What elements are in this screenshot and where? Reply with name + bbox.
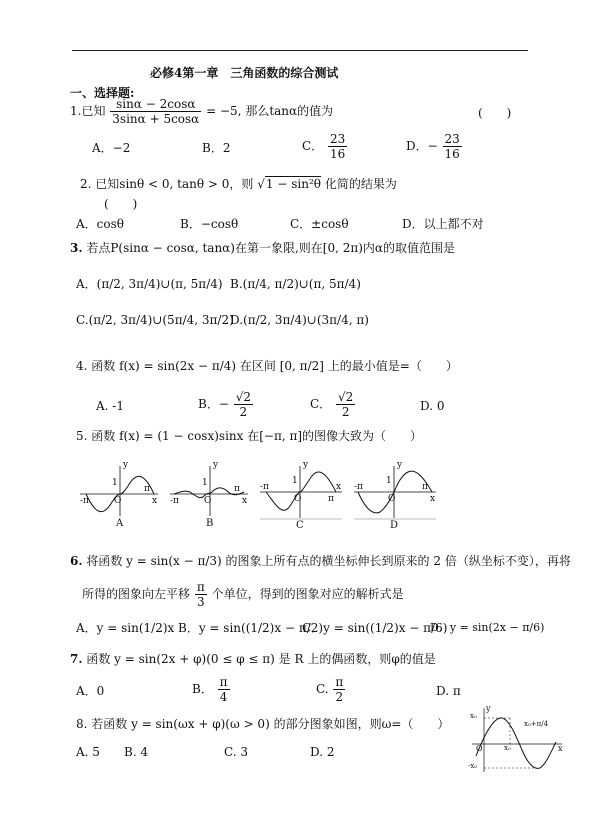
q5-graph-d-right-tick: π (422, 482, 428, 492)
q5-graph-c-plot (258, 462, 344, 520)
q7-option-b-label: B． (192, 682, 213, 696)
q4-option-c-num: √2 (338, 390, 354, 404)
q5-text: 函数 f(x) = (1 − cosx)sinx 在[−π, π]的图像大致为（ ） (91, 429, 423, 443)
q5-graph-a-y-label: y (123, 460, 129, 470)
q2-option-c: C．±cosθ (290, 217, 349, 231)
q5-graph-b-x-label: x (242, 496, 248, 506)
q6-option-d: D．y = sin(2x − π/6) (430, 621, 545, 634)
top-rule (72, 50, 528, 51)
q6-option-a: A．y = sin(1/2)x (76, 621, 175, 635)
q5-graph-d-one: 1 (386, 476, 392, 486)
q7-text: 函数 y = sin(2x + φ)(0 ≤ φ ≤ π) 是 R 上的偶函数，则φ的值是 (86, 652, 436, 666)
question-3 (70, 240, 455, 256)
q1-option-a: A．−2 (92, 141, 131, 155)
q5-graph-a-caption: A (116, 518, 124, 529)
q5-graph-b-origin: O (204, 496, 212, 506)
q5-graph-c-y-label: y (303, 460, 309, 470)
q6-option-b: B．y = sin((1/2)x − π/2) (178, 621, 324, 635)
q1-option-d-den: 16 (444, 147, 460, 161)
question-4 (76, 358, 458, 374)
q7-option-c-fraction (333, 675, 345, 704)
q4-option-b-num: √2 (235, 390, 251, 404)
q5-graph-b-y-label: y (213, 460, 219, 470)
q1-answer-paren: ( ) (478, 106, 512, 120)
q1-fraction-numerator: sinα − 2cosα (110, 97, 201, 112)
q7-number: 7. (70, 652, 83, 666)
q3-option-d: D.(π/2, 3π/4)∪(3π/4, π) (230, 313, 369, 327)
q8-option-d: D. 2 (310, 745, 335, 759)
q2-text-b: 化简的结果为 (324, 177, 397, 191)
q7-option-c-label: C. (316, 682, 329, 696)
q6-number: 6. (70, 554, 83, 568)
q5-graph-b-right-tick: π (234, 484, 240, 494)
q1-option-d-label: D．− (406, 139, 438, 153)
q5-graph-c-left-tick: -π (260, 482, 269, 492)
q1-option-c (302, 132, 348, 161)
q2-option-b: B．−cosθ (180, 217, 239, 231)
q5-graph-b (168, 462, 250, 532)
q2-sqrt-symbol: √ (257, 177, 265, 191)
question-1 (70, 97, 333, 126)
q1-fraction (110, 97, 201, 126)
q4-text-b: 上的最小值是=（ ） (327, 359, 458, 373)
q1-fraction-denominator: 3sinα + 5cosα (112, 112, 200, 126)
q5-graph-a-right-tick: π (144, 484, 150, 494)
q4-option-c (310, 390, 356, 419)
q8-figure-bottom-label: -x₀ (468, 762, 478, 770)
q2-option-d: D．以上都不对 (402, 217, 484, 231)
q2-text-a: 已知sinθ < 0, tanθ > 0，则 (95, 177, 254, 191)
q6-option-c: C．y = sin((1/2)x − π/6) (302, 621, 448, 635)
q2-number: 2. (80, 177, 92, 191)
q1-option-c-num: 23 (330, 132, 346, 146)
q3-number: 3. (70, 241, 83, 255)
q6-text-a: 将函数 y = sin(x − π/3) 的图象上所有点的横坐标伸长到原来的 2 倍（纵坐标不变），再将 (86, 554, 571, 568)
q6-line-2 (82, 580, 404, 609)
page-title: 必修4第一章 三角函数的综合测试 (150, 66, 339, 80)
q4-option-c-label: C． (310, 397, 332, 411)
q6-shift-den: 3 (196, 595, 205, 609)
q8-figure-origin: O (476, 744, 483, 753)
q4-option-c-den: 2 (341, 405, 350, 419)
q5-graph-c-right-tick: π (328, 494, 334, 504)
q7-option-c-den: 2 (335, 690, 344, 704)
q5-graph-d-caption: D (390, 520, 399, 531)
q1-option-d-num: 23 (444, 132, 460, 146)
q8-option-c: C. 3 (224, 745, 249, 759)
q8-figure-x-label: x (558, 744, 563, 753)
q4-option-c-fraction (336, 390, 355, 419)
q8-figure-y-label: y (486, 704, 491, 713)
q3-option-b: B.(π/4, π/2)∪(π, 5π/4) (230, 277, 361, 291)
q2-answer-paren: ( ) (104, 197, 138, 211)
question-8 (76, 716, 449, 732)
q5-graph-a-one: 1 (112, 478, 118, 488)
q1-option-b: B．2 (202, 141, 231, 155)
q6-text-b-b: 个单位，得到的图象对应的解析式是 (211, 587, 404, 601)
q5-graph-b-one: 1 (202, 478, 208, 488)
q8-number: 8. (76, 717, 88, 731)
q5-graph-c-origin: O (294, 494, 302, 504)
q5-graph-d-left-tick: -π (354, 482, 363, 492)
q5-graph-d-y-label: y (397, 460, 403, 470)
q4-interval: [0, π/2] (279, 359, 324, 373)
q5-graph-a-origin: O (114, 496, 122, 506)
q4-option-b-fraction (234, 390, 253, 419)
q8-figure-top-label: x₀ (470, 712, 477, 720)
q5-graph-d-x-label: x (430, 494, 436, 504)
q1-number: 1. (70, 104, 82, 118)
q4-number: 4. (76, 359, 88, 373)
q2-option-a: A．cosθ (76, 217, 124, 231)
q7-option-b-num: π (219, 675, 228, 689)
q2-sqrt-expression: 1 − sin²θ (265, 177, 321, 191)
q3-text: 若点P(sinα − cosα, tanα)在第一象限,则在[0, 2π)内α的取值范围是 (86, 241, 456, 255)
q6-shift-fraction (195, 580, 207, 609)
q1-option-d (406, 132, 463, 161)
q7-option-b (192, 675, 231, 704)
q7-option-d: D. π (436, 684, 461, 698)
q7-option-c (316, 675, 346, 704)
q4-option-b (198, 390, 254, 419)
q5-graph-b-caption: B (206, 518, 214, 529)
q7-option-c-num: π (335, 675, 344, 689)
q7-option-a: A．0 (76, 684, 105, 698)
q5-graph-c-x-label: x (336, 482, 342, 492)
q8-figure-x0-pi: x₀+π/4 (524, 720, 549, 728)
q5-graph-b-left-tick: -π (170, 496, 179, 506)
q1-option-c-fraction (328, 132, 347, 161)
q8-figure (466, 706, 566, 774)
q1-option-d-fraction (443, 132, 462, 161)
q3-option-a: A．(π/2, 3π/4)∪(π, 5π/4) (76, 277, 223, 291)
q8-text: 若函数 y = sin(ωx + φ)(ω > 0) 的部分图象如图，则ω=（ ） (91, 717, 450, 731)
q5-number: 5. (76, 429, 88, 443)
q4-option-b-label: B．− (198, 397, 229, 411)
q1-option-c-den: 16 (330, 147, 346, 161)
q8-figure-plot (466, 706, 566, 774)
q4-option-b-den: 2 (239, 405, 248, 419)
q5-graph-c-one: 1 (292, 476, 298, 486)
q4-option-d: D. 0 (420, 399, 445, 413)
q7-option-b-fraction (218, 675, 230, 704)
q5-graph-c (258, 462, 344, 534)
q5-graph-d (352, 462, 438, 534)
q7-option-b-den: 4 (219, 690, 228, 704)
q5-graph-a-left-tick: -π (80, 496, 89, 506)
q1-suffix: = −5, 那么tanα的值为 (206, 104, 334, 118)
q8-option-a: A. 5 (76, 745, 100, 759)
q5-graph-a (78, 462, 160, 532)
q1-prefix: 已知 (81, 104, 106, 118)
question-5 (76, 428, 422, 444)
question-2 (80, 176, 397, 192)
q6-shift-num: π (196, 580, 205, 594)
q8-option-b: B. 4 (124, 745, 149, 759)
q4-option-a: A. -1 (96, 399, 124, 413)
q3-option-c: C.(π/2, 3π/4)∪(5π/4, 3π/2) (76, 313, 234, 327)
q8-figure-x0: x₀ (504, 744, 511, 752)
question-7 (70, 651, 436, 667)
q4-text-a: 函数 f(x) = sin(2x − π/4) 在区间 (91, 359, 276, 373)
question-6 (70, 553, 571, 569)
q5-graph-d-origin: O (388, 494, 396, 504)
q5-graph-c-caption: C (296, 520, 304, 531)
q5-graph-a-x-label: x (152, 496, 158, 506)
q1-option-c-label: C． (302, 139, 324, 153)
q6-text-b-a: 所得的图象向左平移 (82, 587, 191, 601)
section-heading: 一、选择题: (70, 86, 135, 100)
